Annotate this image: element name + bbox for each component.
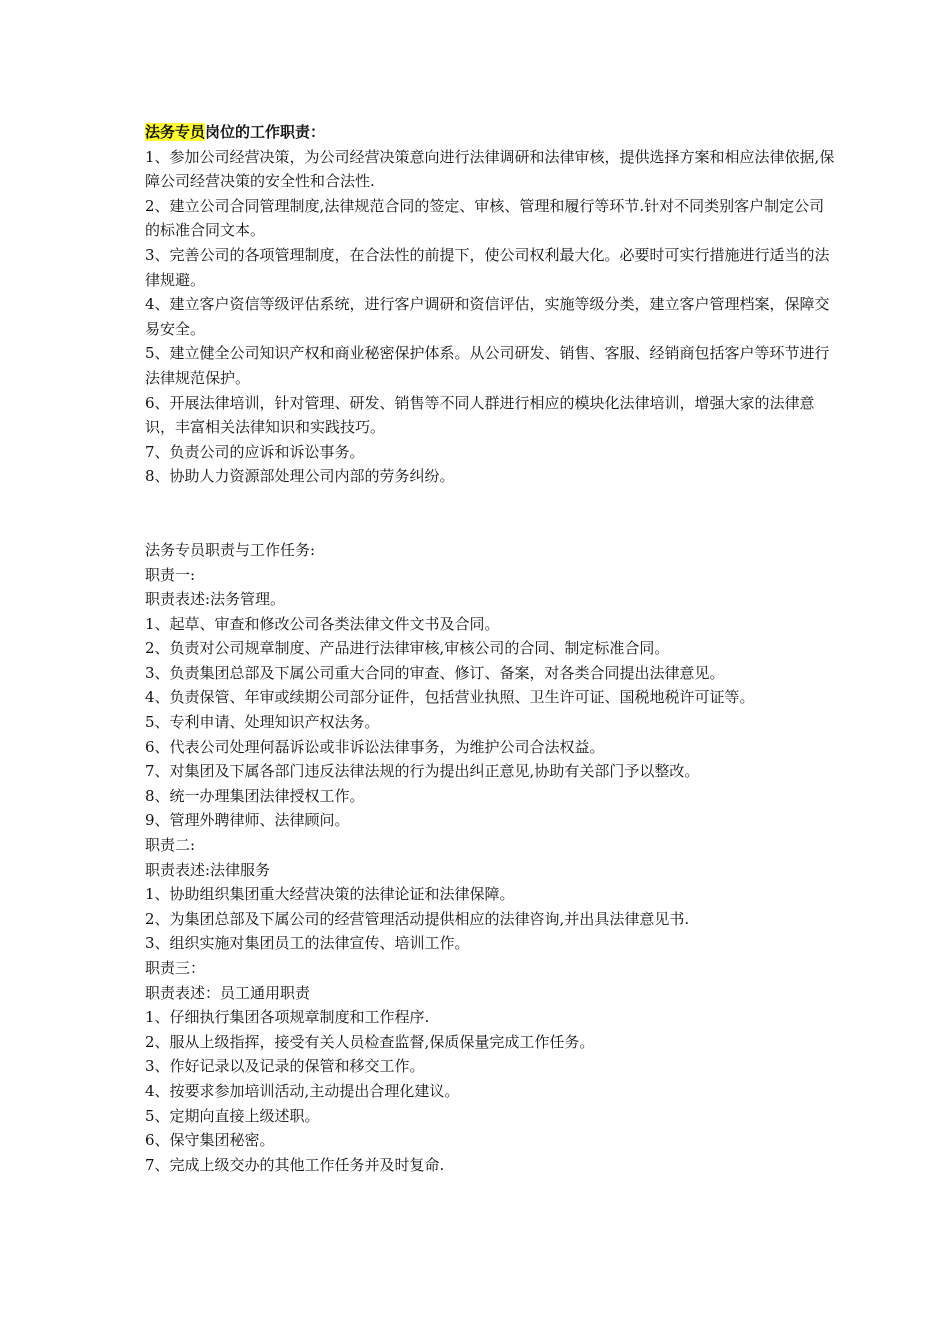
duty3-label: 职责三：	[145, 959, 206, 977]
section1-item: 7、负责公司的应诉和诉讼事务。	[145, 442, 365, 461]
duty3-desc: 职责表述：员工通用职责	[145, 983, 311, 1002]
section1-item: 5、建立健全公司知识产权和商业秘密保护体系。从公司研发、销售、客服、经销商包括客户等环节进行法律规范保护。	[145, 344, 830, 387]
duty2-item: 3、组织实施对集团员工的法律宣传、培训工作。	[145, 934, 470, 953]
section2-title: 法务专员职责与工作任务:	[145, 540, 316, 559]
section1-item: 1、参加公司经营决策，为公司经营决策意向进行法律调研和法律审核，提供选择方案和相应法律依据,保障公司经营决策的安全性和合法性.	[145, 147, 835, 191]
duty1-item: 7、对集团及下属各部门违反法律法规的行为提出纠正意见,协助有关部门予以整改。	[145, 762, 700, 781]
section1-item: 4、建立客户资信等级评估系统，进行客户调研和资信评估，实施等级分类，建立客户管理档案，保障交易安全。	[145, 295, 830, 338]
duty1-item: 5、专利申请、处理知识产权法务。	[145, 713, 380, 732]
duty3-item: 2、服从上级指挥，接受有关人员检查监督,保质保量完成工作任务。	[145, 1032, 595, 1051]
duty3-item: 7、完成上级交办的其他工作任务并及时复命.	[145, 1155, 445, 1174]
heading-rest: 岗位的工作职责：	[205, 123, 326, 141]
duty1-item: 3、负责集团总部及下属公司重大合同的审查、修订、备案，对各类合同提出法律意见。	[145, 663, 725, 682]
section1-item: 2、建立公司合同管理制度,法律规范合同的签定、审核、管理和履行等环节.针对不同类别客户制定公司的标准合同文本。	[145, 196, 825, 240]
duty1-item: 6、代表公司处理何磊诉讼或非诉讼法律事务，为维护公司合法权益。	[145, 737, 605, 756]
duty3-item: 4、按要求参加培训活动,主动提出合理化建议。	[145, 1081, 460, 1100]
section1-item: 8、协助人力资源部处理公司内部的劳务纠纷。	[145, 467, 455, 486]
duty2-item: 2、为集团总部及下属公司的经营管理活动提供相应的法律咨询,并出具法律意见书.	[145, 909, 690, 928]
duty1-item: 4、负责保管、年审或续期公司部分证件，包括营业执照、卫生许可证、国税地税许可证等。	[145, 688, 755, 707]
section1-item: 3、完善公司的各项管理制度，在合法性的前提下，使公司权利最大化。必要时可实行措施进行适当的法律规避。	[145, 245, 830, 289]
section1-heading	[145, 120, 835, 145]
section1-item: 6、开展法律培训，针对管理、研发、销售等不同人群进行相应的模块化法律培训，增强大家的法律意识，丰富相关法律知识和实践技巧。	[145, 393, 815, 437]
duty1-label: 职责一:	[145, 565, 196, 584]
duty1-item: 1、起草、审查和修改公司各类法律文件文书及合同。	[145, 614, 500, 633]
section-gap	[145, 489, 835, 538]
duty1-item: 2、负责对公司规章制度、产品进行法律审核,审核公司的合同、制定标准合同。	[145, 639, 670, 658]
duty3-item: 1、仔细执行集团各项规章制度和工作程序.	[145, 1008, 430, 1027]
document-page	[145, 120, 835, 1177]
duty3-item: 6、保守集团秘密。	[145, 1131, 275, 1150]
duty2-desc: 职责表述:法律服务	[145, 860, 271, 879]
heading-highlight: 法务专员	[145, 123, 206, 141]
duty1-desc: 职责表述:法务管理。	[145, 590, 286, 609]
duty2-label: 职责二:	[145, 836, 196, 855]
duty1-item: 9、管理外聘律师、法律顾问。	[145, 811, 350, 830]
duty3-item: 3、作好记录以及记录的保管和移交工作。	[145, 1057, 425, 1076]
duty2-item: 1、协助组织集团重大经营决策的法律论证和法律保障。	[145, 885, 515, 904]
duty3-item: 5、定期向直接上级述职。	[145, 1106, 320, 1125]
duty1-item: 8、统一办理集团法律授权工作。	[145, 786, 365, 805]
